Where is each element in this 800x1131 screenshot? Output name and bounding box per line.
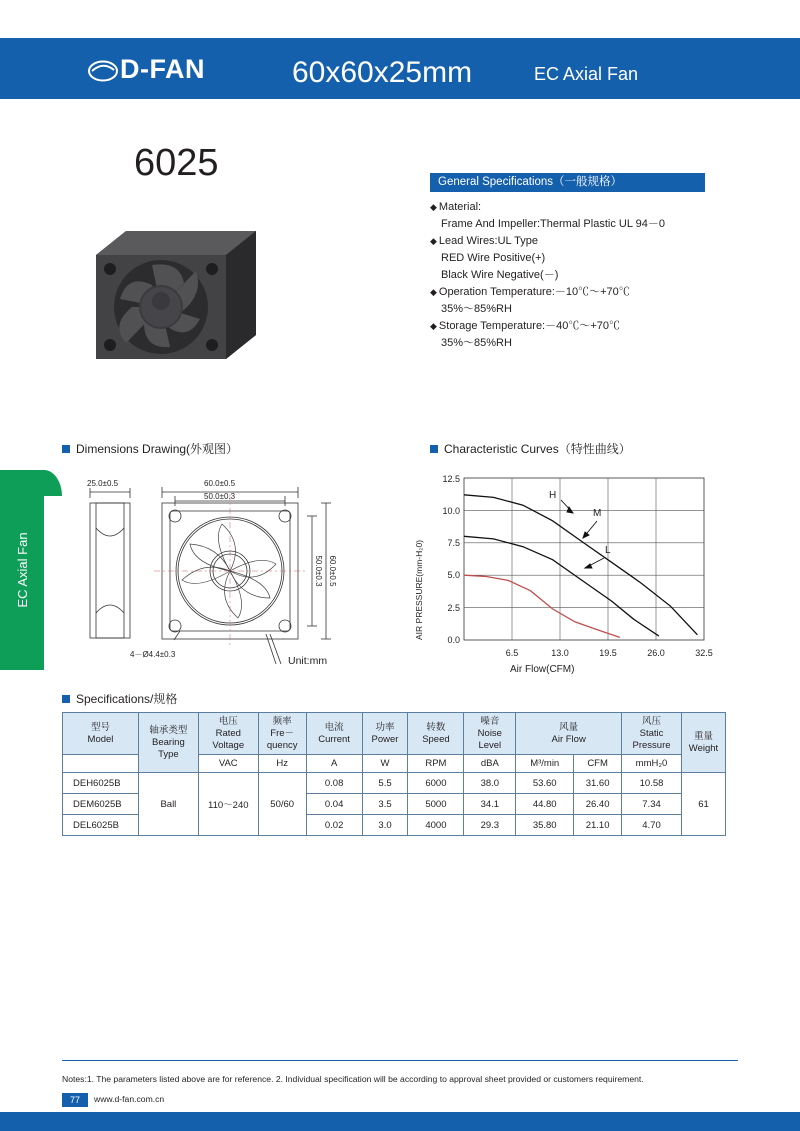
brand-name: D-FAN <box>120 54 205 84</box>
side-tab-corner <box>44 470 62 496</box>
unit-a: A <box>306 755 362 773</box>
th-noise: 噪音 Noise Level <box>464 713 516 755</box>
th-power: 功率 Power <box>362 713 408 755</box>
unit-mmh2o: mmH₂0 <box>622 755 682 773</box>
gs-line-8: 35%～85%RH <box>441 337 512 349</box>
fan-logo-icon <box>88 57 114 83</box>
dim-width-inner-label: 50.0±0.3 <box>204 492 236 501</box>
dim-height-outer-label: 60.0±0.5 <box>328 555 337 587</box>
gs-line-0: ◆ Material: <box>430 201 482 213</box>
cell-speed: 4000 <box>408 815 464 836</box>
th-model: 型号 Model <box>63 713 139 755</box>
cell-airflow-m3: 44.80 <box>516 794 574 815</box>
th-speed: 转数 Speed <box>408 713 464 755</box>
cell-current: 0.04 <box>306 794 362 815</box>
gs-line-3: RED Wire Positive(+) <box>441 252 546 264</box>
cell-power: 5.5 <box>362 773 408 794</box>
y-tick-2.5: 2.5 <box>447 603 460 613</box>
unit-w: W <box>362 755 408 773</box>
curve-label-H: H <box>549 490 557 501</box>
cell-current: 0.08 <box>306 773 362 794</box>
unit-vac: VAC <box>198 755 258 773</box>
cell-pressure: 4.70 <box>622 815 682 836</box>
page-number: 77 <box>62 1093 88 1107</box>
cell-frequency: 50/60 <box>258 773 306 836</box>
header-rule <box>0 96 800 99</box>
footer-notes: Notes:1. The parameters listed above are for reference. 2. Individual specification will be according to approval sheet provided or customers requirement. <box>62 1074 644 1084</box>
cell-weight: 61 <box>681 773 725 836</box>
gs-line-6: 35%～85%RH <box>441 303 512 315</box>
characteristic-curve-chart <box>414 468 728 683</box>
cell-airflow-cfm: 26.40 <box>574 794 622 815</box>
x-tick-19.5: 19.5 <box>599 648 617 658</box>
general-specifications-body <box>430 199 730 352</box>
chart-x-axis-label: Air Flow(CFM) <box>510 664 575 675</box>
gs-line-2: ◆ Lead Wires:UL Type <box>430 235 538 247</box>
th-voltage: 电压 Rated Voltage <box>198 713 258 755</box>
unit-cfm: CFM <box>574 755 622 773</box>
table-header-row <box>63 713 726 755</box>
cell-noise: 34.1 <box>464 794 516 815</box>
chart-y-axis-label: AIR PRESSURE(mm-H₂0) <box>414 539 424 640</box>
gs-line-7: ◆ Storage Temperature:－40℃～+70℃ <box>430 320 621 332</box>
y-tick-0.0: 0.0 <box>447 635 460 645</box>
diamond-bullet-icon: ◆ <box>430 236 437 246</box>
dimensions-drawing <box>70 468 410 678</box>
cell-speed: 6000 <box>408 773 464 794</box>
dim-holes-label: 4－Ø4.4±0.3 <box>130 650 176 659</box>
specifications-table <box>62 712 726 836</box>
x-tick-13.0: 13.0 <box>551 648 569 658</box>
general-specifications-title: General Specifications（一般规格） <box>430 173 705 192</box>
th-frequency: 频率 Fre－ quency <box>258 713 306 755</box>
gs-line-4: Black Wire Negative(－) <box>441 269 559 281</box>
unit-dba: dBA <box>464 755 516 773</box>
cell-pressure: 10.58 <box>622 773 682 794</box>
cell-airflow-cfm: 31.60 <box>574 773 622 794</box>
square-bullet-icon <box>62 445 70 453</box>
th-pressure: 风压 Static Pressure <box>622 713 682 755</box>
drawing-unit-label: Unit:mm <box>288 655 328 667</box>
y-tick-10.0: 10.0 <box>442 506 460 516</box>
square-bullet-icon <box>62 695 70 703</box>
diamond-bullet-icon: ◆ <box>430 287 437 297</box>
cell-current: 0.02 <box>306 815 362 836</box>
x-tick-6.5: 6.5 <box>505 648 519 658</box>
cell-airflow-m3: 35.80 <box>516 815 574 836</box>
th-weight: 重量 Weight <box>681 713 725 773</box>
unit-model <box>63 755 139 773</box>
cell-pressure: 7.34 <box>622 794 682 815</box>
cell-bearing: Ball <box>138 773 198 836</box>
cell-noise: 38.0 <box>464 773 516 794</box>
x-tick-26.0: 26.0 <box>647 648 665 658</box>
gs-line-5: ◆ Operation Temperature:－10℃～+70℃ <box>430 286 630 298</box>
cell-power: 3.5 <box>362 794 408 815</box>
cell-model: DEH6025B <box>63 773 139 794</box>
header-dimension: 60x60x25mm <box>292 56 473 89</box>
y-tick-12.5: 12.5 <box>442 474 460 484</box>
page-title: 6025 <box>134 142 219 184</box>
diamond-bullet-icon: ◆ <box>430 202 437 212</box>
curve-label-M: M <box>593 508 602 519</box>
y-tick-7.5: 7.5 <box>447 538 460 548</box>
th-airflow: 风量 Air Flow <box>516 713 622 755</box>
table-row <box>63 773 726 794</box>
brand-logo <box>88 54 205 85</box>
y-tick-5.0: 5.0 <box>447 570 460 580</box>
side-tab-label: EC Axial Fan <box>14 532 30 608</box>
dim-depth-label: 25.0±0.5 <box>87 479 119 488</box>
cell-power: 3.0 <box>362 815 408 836</box>
cell-airflow-cfm: 21.10 <box>574 815 622 836</box>
unit-rpm: RPM <box>408 755 464 773</box>
x-tick-32.5: 32.5 <box>695 648 713 658</box>
square-bullet-icon <box>430 445 438 453</box>
th-bearing: 轴承类型 Bearing Type <box>138 713 198 773</box>
cell-voltage: 110～240 <box>198 773 258 836</box>
header-product-type: EC Axial Fan <box>534 64 639 84</box>
side-tab <box>0 470 44 670</box>
section-heading-dimensions: Dimensions Drawing(外观图） <box>62 440 238 457</box>
section-heading-curves: Characteristic Curves（特性曲线） <box>430 440 631 457</box>
unit-hz: Hz <box>258 755 306 773</box>
footer-divider <box>62 1060 738 1061</box>
cell-speed: 5000 <box>408 794 464 815</box>
cell-model: DEL6025B <box>63 815 139 836</box>
footer-url[interactable]: www.d-fan.com.cn <box>94 1094 165 1104</box>
fan-product-image <box>84 195 274 385</box>
dim-width-outer-label: 60.0±0.5 <box>204 479 236 488</box>
curve-label-L: L <box>605 545 611 556</box>
unit-m3: M³/min <box>516 755 574 773</box>
gs-line-1: Frame And Impeller:Thermal Plastic UL 94－0 <box>441 218 665 230</box>
diamond-bullet-icon: ◆ <box>430 321 437 331</box>
cell-airflow-m3: 53.60 <box>516 773 574 794</box>
th-current: 电流 Current <box>306 713 362 755</box>
footer-band <box>0 1112 800 1131</box>
section-heading-specifications: Specifications/规格 <box>62 690 177 707</box>
dim-height-inner-label: 50.0±0.3 <box>314 555 323 587</box>
cell-model: DEM6025B <box>63 794 139 815</box>
cell-noise: 29.3 <box>464 815 516 836</box>
